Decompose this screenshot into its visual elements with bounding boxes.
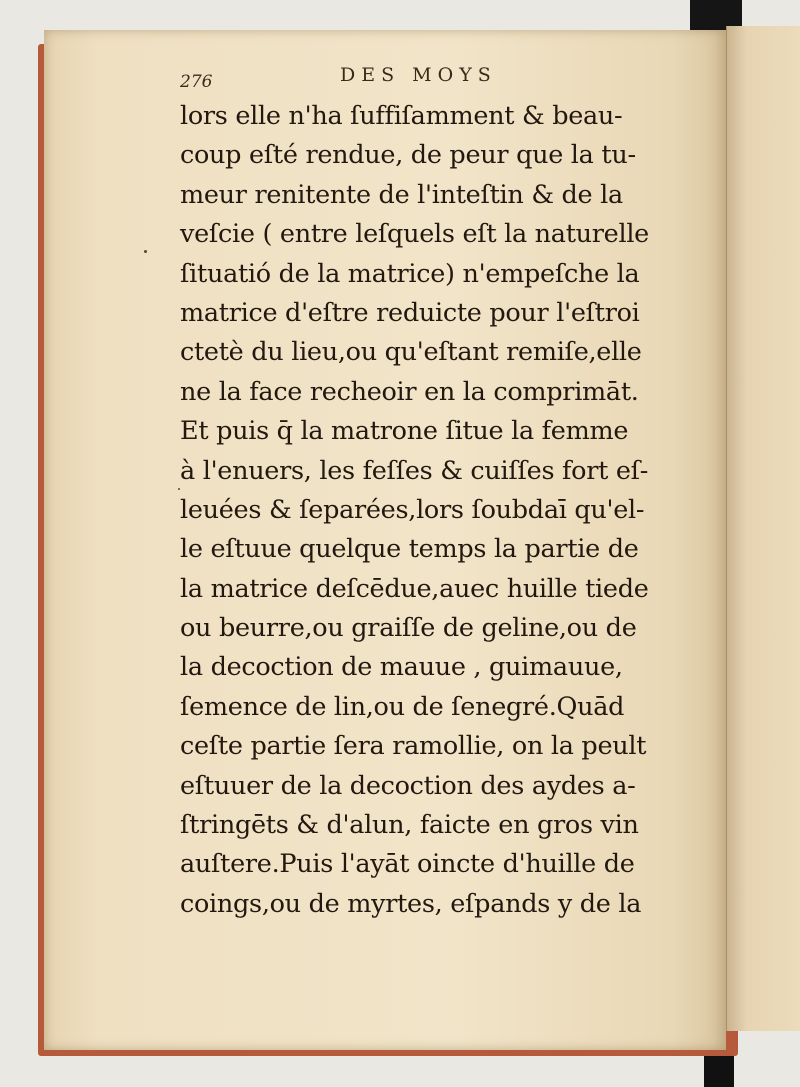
paper-speck [144,250,147,253]
running-head [180,64,680,94]
text-line: auſtere.Puis l'ayāt oincte d'huille de [180,849,635,880]
text-line: ſtringēts & d'alun, faicte en gros vin [180,810,639,841]
text-line: ou beurre,ou graiſſe de geline,ou de [180,613,637,644]
text-line: le eſtuue quelque temps la partie de [180,534,639,565]
text-line: ſemence de lin,ou de ſenegré.Quād [180,691,625,722]
text-line: la matrice deſcēdue,auec huille tiede [180,573,649,604]
text-line: meur renitente de l'inteſtin & de la [180,179,623,210]
text-line: à l'enuers, les feſſes & cuiſſes fort eſ- [180,455,649,486]
text-line: ctetè du lieu,ou qu'eſtant remiſe,elle [180,337,642,368]
page-number: 276 [180,72,213,92]
text-line: eſtuuer de la decoction des aydes a- [180,770,636,801]
text-line: ceſte partie ſera ramollie, on la peult [180,731,647,762]
text-line: la decoction de mauue , guimauue, [180,652,623,683]
text-line: coup eſté rendue, de peur que la tu- [180,140,636,171]
text-line: ſituatió de la matrice) n'empeſche la [180,258,640,289]
text-line: lors elle n'ha ſuffiſamment & beau- [180,101,623,131]
running-title: DES MOYS [340,64,497,86]
text-line: veſcie ( entre leſquels eſt la naturelle [180,219,649,250]
text-line: Et puis q̄ la matrone ſitue la femme [180,416,629,447]
facing-page [726,26,800,1031]
body-text [180,97,680,924]
text-line: matrice d'eſtre reduicte pour l'eſtroi [180,297,640,328]
text-line: ne la face recheoir en la comprimāt. [180,376,639,407]
text-line: coings,ou de myrtes, eſpands y de la [180,888,642,919]
text-line: leuées & ſeparées,lors ſoubdaī qu'el- [180,494,645,525]
